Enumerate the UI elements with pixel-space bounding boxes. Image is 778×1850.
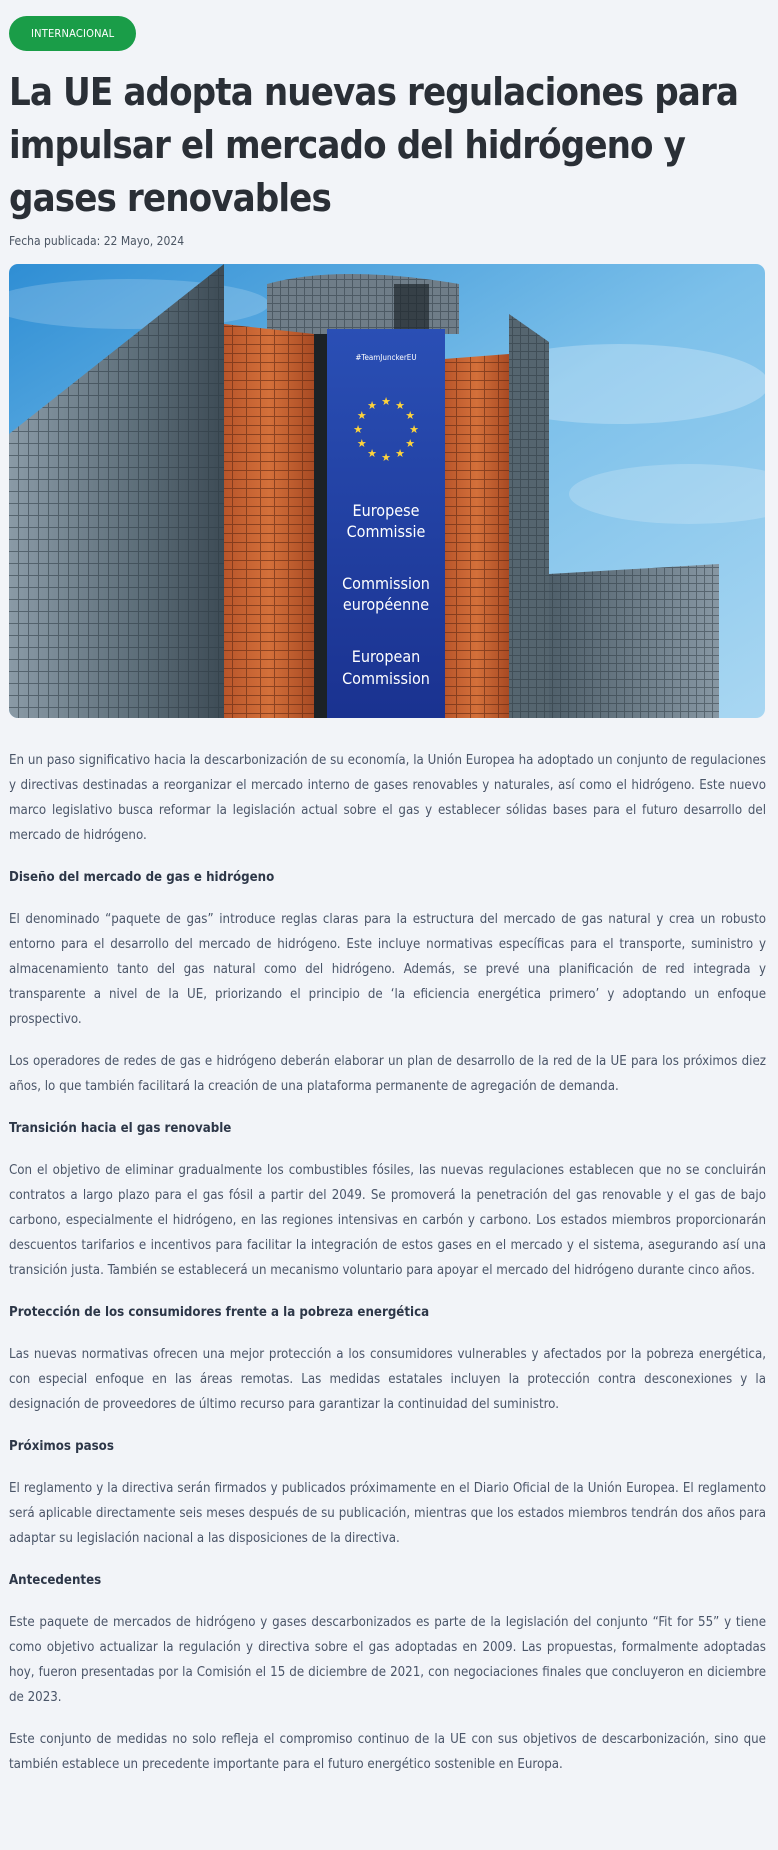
publish-date [9,234,766,248]
section-heading-renewable: Transición hacia el gas renovable [9,1121,232,1136]
eu-star-icon: ★ [367,398,377,412]
section-heading-background: Antecedentes [9,1573,102,1588]
banner-line-2a: Commission [342,574,430,593]
paragraph-renewable: Con el objetivo de eliminar gradualmente los combustibles fósiles, las nuevas regulaciones establecen que no se concluirán contratos a largo plazo para el gas fósil a partir del 2049. Se promoverá la penetración del gas renovable y el gas de bajo carbono, especialmente el hidrógeno, en las regiones intensivas en carbón y carbono. Los estados miembros proporcionarán descuentos tarifarios e incentivos para facilitar la integración de estos gases en el mercado y el sistema, asegurando así una transición justa. También se establecerá un mecanismo voluntario para apoyar el mercado del hidrógeno durante cinco años. [9,1163,766,1278]
banner-line-1a: Europese [352,501,420,520]
banner-hashtag: #TeamJunckerEU [355,353,417,362]
eu-star-icon: ★ [353,423,363,436]
banner-line-1b: Commissie [346,522,426,541]
paragraph-gas-market-1: El denominado “paquete de gas” introduce reglas claras para la estructura del mercado de gas natural y crea un robusto entorno para el desarrollo del mercado de hidrógeno. Este incluye normativas específicas para el transporte, suministro y almacenamiento tanto del gas natural como del hidrógeno. Además, se prevé una planificación de red integrada y transparente a nivel de la UE, priorizando el principio de ‘la eficiencia energética primero’ y adoptando un enfoque prospectivo. [9,912,766,1027]
eu-star-icon: ★ [405,409,416,422]
banner-line-2b: européenne [342,595,430,614]
eu-star-icon: ★ [381,451,391,464]
paragraph-gas-market-2: Los operadores de redes de gas e hidrógeno deberán elaborar un plan de desarrollo de la red de la UE para los próximos diez años, lo que también facilitará la creación de una plataforma permanente de agregación de demanda. [9,1054,766,1094]
publish-date-label: Fecha publicada: [9,234,101,248]
paragraph-background-2: Este conjunto de medidas no solo refleja el compromiso continuo de la UE con sus objetivos de descarbonización, sino que también establece un precedente importante para el futuro energético sostenible en Europa. [9,1732,766,1772]
eu-star-icon: ★ [367,447,377,461]
eu-star-icon: ★ [395,447,405,461]
eu-star-icon: ★ [381,395,391,408]
paragraph-background-1: Este paquete de mercados de hidrógeno y gases descarbonizados es parte de la legislación del conjunto “Fit for 55” y tiene como objetivo actualizar la regulación y directiva sobre el gas adoptadas en 2009. Las propuestas, formalmente adoptadas hoy, fueron presentadas por la Comisión el 15 de diciembre de 2021, con negociaciones finales que concluyeron en diciembre de 2023. [9,1615,766,1705]
paragraph-intro: En un paso significativo hacia la descarbonización de su economía, la Unión Europea ha adoptado un conjunto de regulaciones y directivas destinadas a reorganizar el mercado interno de gases renovables y naturales, así como el hidrógeno. Este nuevo marco legislativo busca reformar la legislación actual sobre el gas y establecer sólidas bases para el futuro desarrollo del mercado de hidrógeno. [9,753,766,843]
paragraph-next-steps: El reglamento y la directiva serán firmados y publicados próximamente en el Diario Oficial de la Unión Europea. El reglamento será aplicable directamente seis meses después de su publicación, mientras que los estados miembros tendrán dos años para adaptar su legislación nacional a las disposiciones de la directiva. [9,1481,766,1546]
eu-star-icon: ★ [409,423,419,436]
section-heading-next-steps: Próximos pasos [9,1439,114,1454]
section-heading-consumers: Protección de los consumidores frente a la pobreza energética [9,1305,430,1320]
banner-line-3a: European [351,647,421,666]
eu-star-icon: ★ [395,398,405,412]
publish-date-value: 22 Mayo, 2024 [103,234,185,248]
eu-star-icon: ★ [405,437,416,450]
section-heading-gas-market: Diseño del mercado de gas e hidrógeno [9,870,275,885]
eu-star-icon: ★ [356,409,367,422]
article-body [9,748,766,1777]
hero-image [9,264,765,718]
banner-line-3b: Commission [342,669,430,688]
category-badge[interactable]: INTERNACIONAL [9,16,136,51]
article-title: La UE adopta nuevas regulaciones para impulsar el mercado del hidrógeno y gases renovables [9,70,739,220]
paragraph-consumers: Las nuevas normativas ofrecen una mejor protección a los consumidores vulnerables y afectados por la pobreza energética, con especial enfoque en las áreas remotas. Las medidas estatales incluyen la protección contra desconexiones y la designación de proveedores de último recurso para garantizar la continuidad del suministro. [9,1347,766,1412]
eu-star-icon: ★ [356,437,367,450]
